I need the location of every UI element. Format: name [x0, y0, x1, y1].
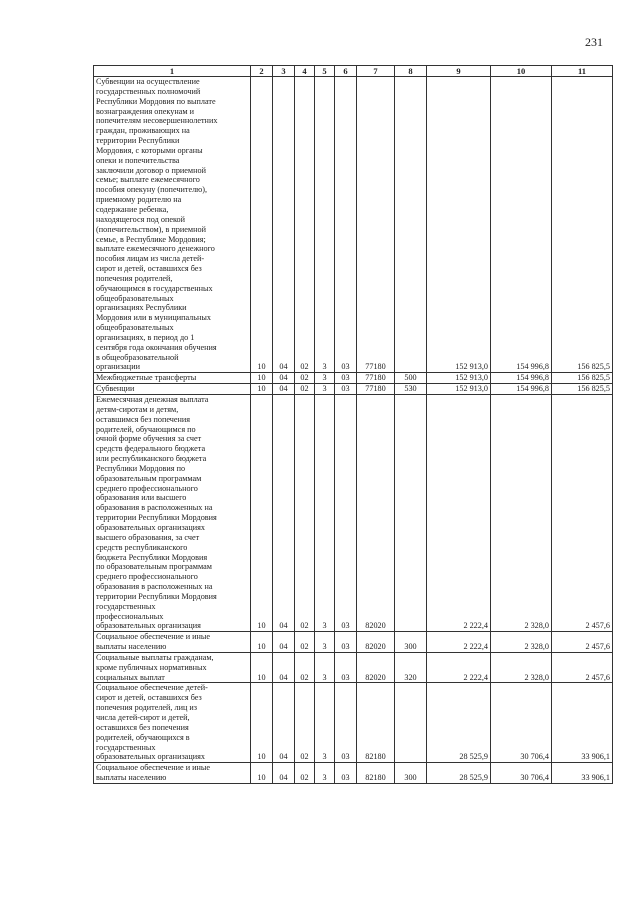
cell-code: 03 — [335, 395, 357, 632]
table-row — [94, 395, 613, 632]
col-header: 7 — [357, 66, 395, 77]
cell-code: 03 — [335, 683, 357, 763]
cell-code: 77180 — [357, 384, 395, 395]
cell-subsection: 04 — [273, 763, 295, 784]
cell-amount: 28 525,9 — [427, 763, 491, 784]
cell-amount: 154 996,8 — [491, 384, 552, 395]
cell-code: 03 — [335, 373, 357, 384]
row-name: Социальное обеспечение детей- сирот и детей, оставшихся без попечения родителей, лиц из числа детей-сирот и детей, оставшихся без попечения родителей, обучающихся в государственных образовательных организациях — [94, 683, 251, 763]
cell-amount: 2 457,6 — [552, 652, 613, 683]
cell-section: 10 — [251, 395, 273, 632]
cell-code: 3 — [315, 763, 335, 784]
budget-table — [93, 65, 613, 784]
cell-code: 02 — [295, 77, 315, 373]
cell-amount: 152 913,0 — [427, 384, 491, 395]
cell-code: 3 — [315, 384, 335, 395]
cell-code: 77180 — [357, 373, 395, 384]
col-header: 4 — [295, 66, 315, 77]
table-header-row — [94, 66, 613, 77]
cell-code: 3 — [315, 652, 335, 683]
row-name: Субвенции — [94, 384, 251, 395]
cell-section: 10 — [251, 763, 273, 784]
cell-expense-type — [395, 77, 427, 373]
cell-amount: 30 706,4 — [491, 763, 552, 784]
cell-amount: 28 525,9 — [427, 683, 491, 763]
cell-code: 02 — [295, 395, 315, 632]
col-header: 5 — [315, 66, 335, 77]
cell-code: 02 — [295, 373, 315, 384]
col-header: 9 — [427, 66, 491, 77]
cell-code: 82180 — [357, 763, 395, 784]
cell-code: 03 — [335, 77, 357, 373]
cell-code: 3 — [315, 632, 335, 653]
cell-amount: 152 913,0 — [427, 373, 491, 384]
row-name: Социальное обеспечение и иные выплаты населению — [94, 632, 251, 653]
cell-expense-type — [395, 683, 427, 763]
row-name: Ежемесячная денежная выплата детям-сиротам и детям, оставшимся без попечения родителей, обучающимся по очной форме обучения за счет средств федерального бюджета или республиканского бюджета Республики Мордовия по образовательным программам среднего профессионального образования или высшего образования в расположенных на территории Республики Мордовия образовательных организациях высшего образования, за счет средств республиканского бюджета Республики Мордовия по образовательным программам среднего профессионального образования в расположенных на территории Республики Мордовия государственных профессиональных образовательных организация — [94, 395, 251, 632]
cell-amount: 33 906,1 — [552, 763, 613, 784]
cell-amount: 154 996,8 — [491, 77, 552, 373]
cell-code: 82020 — [357, 632, 395, 653]
cell-expense-type — [395, 395, 427, 632]
cell-code: 3 — [315, 395, 335, 632]
cell-amount: 2 328,0 — [491, 395, 552, 632]
cell-code: 3 — [315, 683, 335, 763]
cell-code: 03 — [335, 632, 357, 653]
col-header: 11 — [552, 66, 613, 77]
cell-amount: 2 222,4 — [427, 395, 491, 632]
row-name: Межбюджетные трансферты — [94, 373, 251, 384]
table-row — [94, 384, 613, 395]
cell-amount: 2 457,6 — [552, 632, 613, 653]
cell-subsection: 04 — [273, 632, 295, 653]
row-name: Социальные выплаты гражданам, кроме публичных нормативных социальных выплат — [94, 652, 251, 683]
cell-expense-type: 300 — [395, 632, 427, 653]
cell-section: 10 — [251, 77, 273, 373]
col-header: 2 — [251, 66, 273, 77]
cell-subsection: 04 — [273, 373, 295, 384]
cell-code: 03 — [335, 384, 357, 395]
cell-code: 03 — [335, 652, 357, 683]
col-header: 8 — [395, 66, 427, 77]
col-header: 1 — [94, 66, 251, 77]
row-name: Социальное обеспечение и иные выплаты населению — [94, 763, 251, 784]
cell-section: 10 — [251, 652, 273, 683]
cell-amount: 2 222,4 — [427, 632, 491, 653]
col-header: 10 — [491, 66, 552, 77]
cell-amount: 2 328,0 — [491, 632, 552, 653]
cell-amount: 2 457,6 — [552, 395, 613, 632]
cell-subsection: 04 — [273, 683, 295, 763]
cell-code: 02 — [295, 632, 315, 653]
cell-amount: 2 328,0 — [491, 652, 552, 683]
table-row — [94, 652, 613, 683]
cell-amount: 156 825,5 — [552, 384, 613, 395]
cell-code: 03 — [335, 763, 357, 784]
cell-subsection: 04 — [273, 384, 295, 395]
cell-amount: 154 996,8 — [491, 373, 552, 384]
cell-expense-type: 530 — [395, 384, 427, 395]
cell-subsection: 04 — [273, 652, 295, 683]
cell-expense-type: 300 — [395, 763, 427, 784]
row-name: Субвенции на осуществление государственных полномочий Республики Мордовия по выплате вознаграждения опекунам и попечителям несовершеннолетних граждан, проживающих на территории Республики Мордовия, с которыми органы опеки и попечительства заключили договор о приемной семье; выплате ежемесячного пособия опекуну (попечителю), приемному родителю на содержание ребенка, находящегося под опекой (попечительством), в приемной семье, в Республике Мордовия; выплате ежемесячного денежного пособия лицам из числа детей- сирот и детей, оставшихся без попечения родителей, обучающимся в государственных общеобразовательных организациях Республики Мордовия или в муниципальных общеобразовательных организациях, в период до 1 сентября года окончания обучения в общеобразовательной организации — [94, 77, 251, 373]
cell-section: 10 — [251, 683, 273, 763]
col-header: 6 — [335, 66, 357, 77]
cell-section: 10 — [251, 373, 273, 384]
cell-amount: 156 825,5 — [552, 373, 613, 384]
cell-code: 02 — [295, 763, 315, 784]
cell-code: 82020 — [357, 652, 395, 683]
col-header: 3 — [273, 66, 295, 77]
cell-code: 3 — [315, 77, 335, 373]
cell-amount: 33 906,1 — [552, 683, 613, 763]
page-number: 231 — [585, 35, 603, 49]
cell-code: 3 — [315, 373, 335, 384]
cell-section: 10 — [251, 632, 273, 653]
cell-amount: 152 913,0 — [427, 77, 491, 373]
cell-code: 02 — [295, 384, 315, 395]
cell-section: 10 — [251, 384, 273, 395]
table-row — [94, 373, 613, 384]
cell-subsection: 04 — [273, 395, 295, 632]
cell-code: 02 — [295, 683, 315, 763]
cell-code: 82020 — [357, 395, 395, 632]
cell-amount: 2 222,4 — [427, 652, 491, 683]
cell-code: 02 — [295, 652, 315, 683]
table-row — [94, 683, 613, 763]
cell-amount: 156 825,5 — [552, 77, 613, 373]
cell-code: 77180 — [357, 77, 395, 373]
cell-expense-type: 500 — [395, 373, 427, 384]
cell-code: 82180 — [357, 683, 395, 763]
table-row — [94, 77, 613, 373]
table-row — [94, 632, 613, 653]
cell-subsection: 04 — [273, 77, 295, 373]
cell-amount: 30 706,4 — [491, 683, 552, 763]
cell-expense-type: 320 — [395, 652, 427, 683]
table-row — [94, 763, 613, 784]
